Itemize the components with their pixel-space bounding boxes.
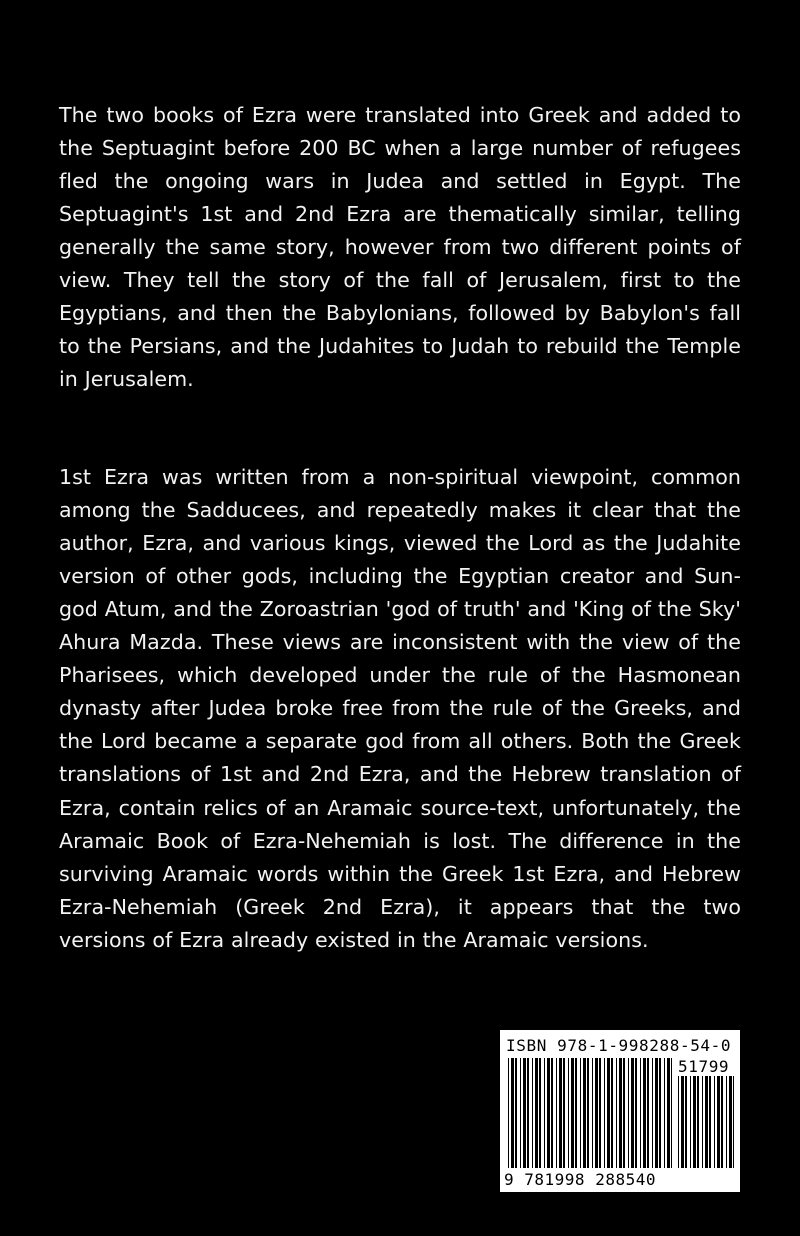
barcode-bar	[563, 1058, 565, 1168]
barcode-bar	[647, 1058, 649, 1168]
barcode-bar	[520, 1058, 521, 1168]
barcode-bar	[659, 1058, 661, 1168]
barcode-bar	[623, 1058, 625, 1168]
barcode-bar	[671, 1058, 672, 1168]
barcode-bar	[702, 1076, 703, 1168]
barcode-bar	[595, 1058, 598, 1168]
barcode-bar	[685, 1076, 687, 1168]
barcode-bar	[599, 1058, 601, 1168]
barcode-bar	[721, 1076, 723, 1168]
barcode-bar	[587, 1058, 589, 1168]
barcode-bar	[532, 1058, 533, 1168]
isbn-label: ISBN 978-1-998288-54-0	[506, 1036, 732, 1055]
barcode-bar	[539, 1058, 541, 1168]
barcode-bar	[643, 1058, 646, 1168]
barcode-bar	[575, 1058, 577, 1168]
barcode-bar	[607, 1058, 610, 1168]
barcode-bar	[511, 1058, 514, 1168]
barcode-bar	[655, 1058, 658, 1168]
barcode-bar	[717, 1076, 720, 1168]
barcode-bar	[697, 1076, 699, 1168]
barcode-bar	[631, 1058, 634, 1168]
barcode-bar	[652, 1058, 653, 1168]
barcode-bar	[527, 1058, 529, 1168]
barcode-bar	[535, 1058, 538, 1168]
barcode-bar	[693, 1076, 696, 1168]
barcode-bar	[547, 1058, 550, 1168]
barcode-bar	[551, 1058, 553, 1168]
barcode-bar	[664, 1058, 665, 1168]
barcode-bar	[709, 1076, 711, 1168]
barcode-bar	[729, 1076, 732, 1168]
barcode-bar	[616, 1058, 617, 1168]
price-code: 51799	[678, 1057, 730, 1076]
barcode-bar	[690, 1076, 691, 1168]
barcode-bar	[515, 1058, 517, 1168]
barcode-bar	[714, 1076, 715, 1168]
barcode-bar	[556, 1058, 557, 1168]
barcode-bar	[619, 1058, 622, 1168]
barcode-bar	[635, 1058, 637, 1168]
barcode-bar	[592, 1058, 593, 1168]
barcode-bar	[705, 1076, 708, 1168]
barcode-bar	[726, 1076, 727, 1168]
barcode-bar	[568, 1058, 569, 1168]
barcode-bar	[580, 1058, 581, 1168]
barcode-bar	[559, 1058, 562, 1168]
ean-digits: 9 781998 288540	[504, 1170, 656, 1189]
description-paragraph-2: 1st Ezra was written from a non-spiritual viewpoint, common among the Sadducees, and repeatedly makes it clear that the author, Ezra, and various kings, viewed the Lord as the Judahite version of other gods, including the Egyptian creator and Sun-god Atum, and the Zoroastrian 'god of truth' and 'King of the Sky' Ahura Mazda. These views are inconsistent with the view of the Pharisees, which developed under the rule of the Hasmonean dynasty after Judea broke free from the rule of the Greeks, and the Lord became a separate god from all others. Both the Greek translations of 1st and 2nd Ezra, and the Hebrew translation of Ezra, contain relics of an Aramaic source-text, unfortunately, the Aramaic Book of Ezra-Nehemiah is lost. The difference in the surviving Aramaic words within the Greek 1st Ezra, and Hebrew Ezra-Nehemiah (Greek 2nd Ezra), it appears that the two versions of Ezra already existed in the Aramaic versions.	[59, 464, 741, 952]
barcode-bars-icon	[500, 1030, 740, 1192]
barcode-bar	[681, 1076, 684, 1168]
barcode-bar	[544, 1058, 545, 1168]
isbn-barcode	[500, 1030, 740, 1192]
barcode-bar	[571, 1058, 574, 1168]
barcode-bar	[523, 1058, 526, 1168]
description-paragraph-1: The two books of Ezra were translated into Greek and added to the Septuagint before 200 BC when a large number of refugees fled the ongoing wars in Judea and settled in Egypt. The Septuagint's 1st and 2nd Ezra are thematically similar, telling generally the same story, however from two different points of view. They tell the story of the fall of Jerusalem, first to the Egyptians, and then the Babylonians, followed by Babylon's fall to the Persians, and the Judahites to Judah to rebuild the Temple in Jerusalem.	[59, 102, 741, 392]
barcode-bar	[604, 1058, 605, 1168]
barcode-bar	[640, 1058, 641, 1168]
barcode-bar	[583, 1058, 586, 1168]
barcode-bar	[508, 1058, 509, 1168]
barcode-bar	[678, 1076, 679, 1168]
barcode-bar	[611, 1058, 613, 1168]
barcode-bar	[733, 1076, 734, 1168]
barcode-bar	[667, 1058, 670, 1168]
barcode-bar	[628, 1058, 629, 1168]
